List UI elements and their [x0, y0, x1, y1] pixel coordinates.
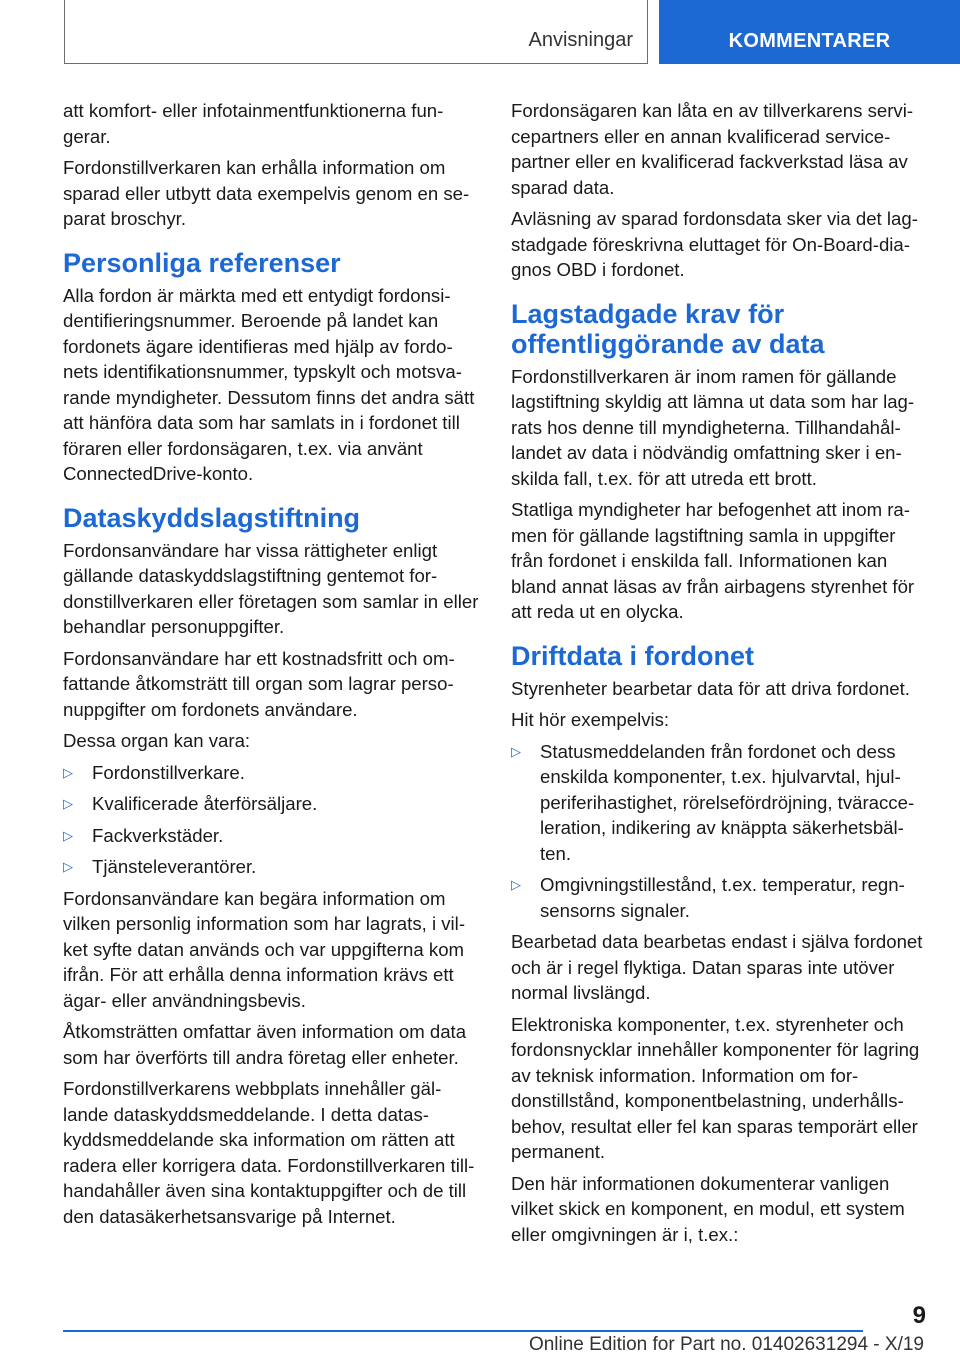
triangle-bullet-icon: ▷ [511, 743, 521, 759]
paragraph: Alla fordon är märkta med ett entydigt fordonsidentifieringsnummer. Beroende på landet kan fordonets ägare identifieras med hjälp av fordonets identifikationsnummer, typskylt och motsvarande myndigheter. Dessutom finns det andra sätt att hänföra data som har samlats in i fordonet till föraren eller fordonsägaren, t.ex. via använt ConnectedDrive-konto. [63, 284, 475, 484]
triangle-bullet-icon: ▷ [63, 764, 73, 780]
paragraph: Åtkomsträtten omfattar även information om data som har överförts till andra företag eller enheter. [63, 1021, 467, 1068]
paragraph: Bearbetad data bearbetas endast i själva fordonet och är i regel flyktiga. Datan sparas inte utöver normal livslängd. [511, 931, 923, 1003]
footer-divider [63, 1330, 863, 1332]
triangle-bullet-icon: ▷ [63, 796, 73, 811]
paragraph: Statliga myndigheter har befogenhet att inom ramen för gällande lagstiftning samla in uppgifter från fordonet i enskilda fall. Informationen kan bland annat läsas av från airbagens styrenhet för att reda ut en olycka. [511, 499, 915, 622]
paragraph: Avläsning av sparad fordonsdata sker via det lagstadgade föreskrivna eluttaget för On-Board-diagnos OBD i fordonet. [511, 208, 918, 280]
paragraph: Fordonsanvändare har ett kostnadsfritt och omfattande åtkomsträtt till organ som lagrar personuppgifter om fordonets användare. [63, 647, 455, 720]
right-column [511, 98, 927, 1253]
triangle-bullet-icon: ▷ [511, 877, 521, 892]
heading-operating-data: Driftdata i fordonet [511, 640, 754, 671]
list-item-text: Fordonstillverkare. [92, 761, 245, 783]
list-item [511, 872, 927, 923]
list-item [63, 823, 480, 849]
page-number: 9 [912, 1302, 926, 1329]
list-item [63, 854, 480, 880]
bullet-list [511, 739, 927, 924]
paragraph: Dessa organ kan vara: [63, 730, 251, 751]
paragraph: Elektroniska komponenter, t.ex. styrenheter och fordonsnycklar innehåller komponenter för lagring av teknisk information. Information om fordonstillstånd, komponentbelastning, underhållsbehov, resultat eller fel kan sparas temporärt eller permanent. [511, 1013, 920, 1162]
footer-edition-text: Online Edition for Part no. 01402631294 - X/19 [528, 1334, 924, 1355]
paragraph: Fordonstillverkarens webbplats innehåller gällande dataskyddsmeddelande. I detta dataskyddsmeddelande ska information om rätten att radera eller korrigera data. Fordonstillverkaren tillhandahåller även sina kontaktuppgifter och de till den datasäkerhetsansvarige på Internet. [63, 1078, 475, 1227]
paragraph: Styrenheter bearbetar data för att driva fordonet. [511, 677, 910, 699]
header-section-label: Anvisningar [528, 29, 633, 51]
list-item-text: Statusmeddelanden från fordonet och dess enskilda komponenter, t.ex. hjulvarvtal, hjulperiferihastighet, rörelsefördröjning, tväracceleration, indikering av knäppta säkerhetsbälten. [540, 740, 915, 864]
paragraph: Den här informationen dokumenterar vanligen vilket skick en komponent, en modul, ett system eller omgivningen är i, t.ex.: [511, 1172, 905, 1245]
heading-personal-references: Personliga referenser [63, 247, 341, 278]
paragraph: Fordonsägaren kan låta en av tillverkarens servicepartners eller en annan kvalificerad servicepartner eller en kvalificerad fackverkstad läsa av sparad data. [511, 100, 914, 198]
header-tab-label: KOMMENTARER [728, 30, 891, 52]
list-item [63, 760, 480, 786]
list-item [63, 791, 480, 817]
paragraph: Fordonsanvändare kan begära information om vilken personlig information som har lagrats, i vilket syfte datan används och var uppgifterna kom ifrån. För att erhålla denna information krävs ett ägar- eller användningsbevis. [63, 887, 466, 1011]
bullet-list [63, 760, 480, 880]
list-item-text: Tjänsteleverantörer. [92, 856, 257, 877]
header-tab[interactable] [659, 0, 960, 64]
heading-line: Lagstadgade krav för [511, 298, 785, 329]
paragraph: Hit hör exempelvis: [511, 709, 670, 730]
left-column [63, 98, 480, 1235]
header-section-box [64, 0, 648, 64]
list-item-text: Fackverkstäder. [92, 824, 224, 846]
heading-data-protection: Dataskyddslagstiftning [63, 502, 361, 533]
triangle-bullet-icon: ▷ [63, 859, 73, 874]
list-item-text: Omgivningstillestånd, t.ex. temperatur, regnsensorns signaler. [540, 874, 905, 921]
paragraph: Fordonstillverkaren kan erhålla information om sparad eller utbytt data exempelvis genom en separat broschyr. [63, 157, 470, 229]
paragraph: att komfort- eller infotainmentfunktionerna fungerar. [63, 100, 444, 147]
list-item [511, 739, 927, 867]
paragraph: Fordonstillverkaren är inom ramen för gällande lagstiftning skyldig att lämna ut data som har lagrats hos denne till myndigheterna. Tillhandahållandet av data i nödvändig omfattning sker i enskilda fall, t.ex. för att utreda ett brott. [511, 365, 915, 489]
heading-line: offentliggörande av data [511, 328, 825, 359]
list-item-text: Kvalificerade återförsäljare. [92, 793, 318, 814]
triangle-bullet-icon: ▷ [63, 827, 73, 843]
paragraph: Fordonsanvändare har vissa rättigheter enligt gällande dataskyddslagstiftning gentemot fordonstillverkaren eller företagen som samlar in eller behandlar personuppgifter. [63, 539, 479, 637]
heading-legal-requirements [511, 299, 927, 359]
